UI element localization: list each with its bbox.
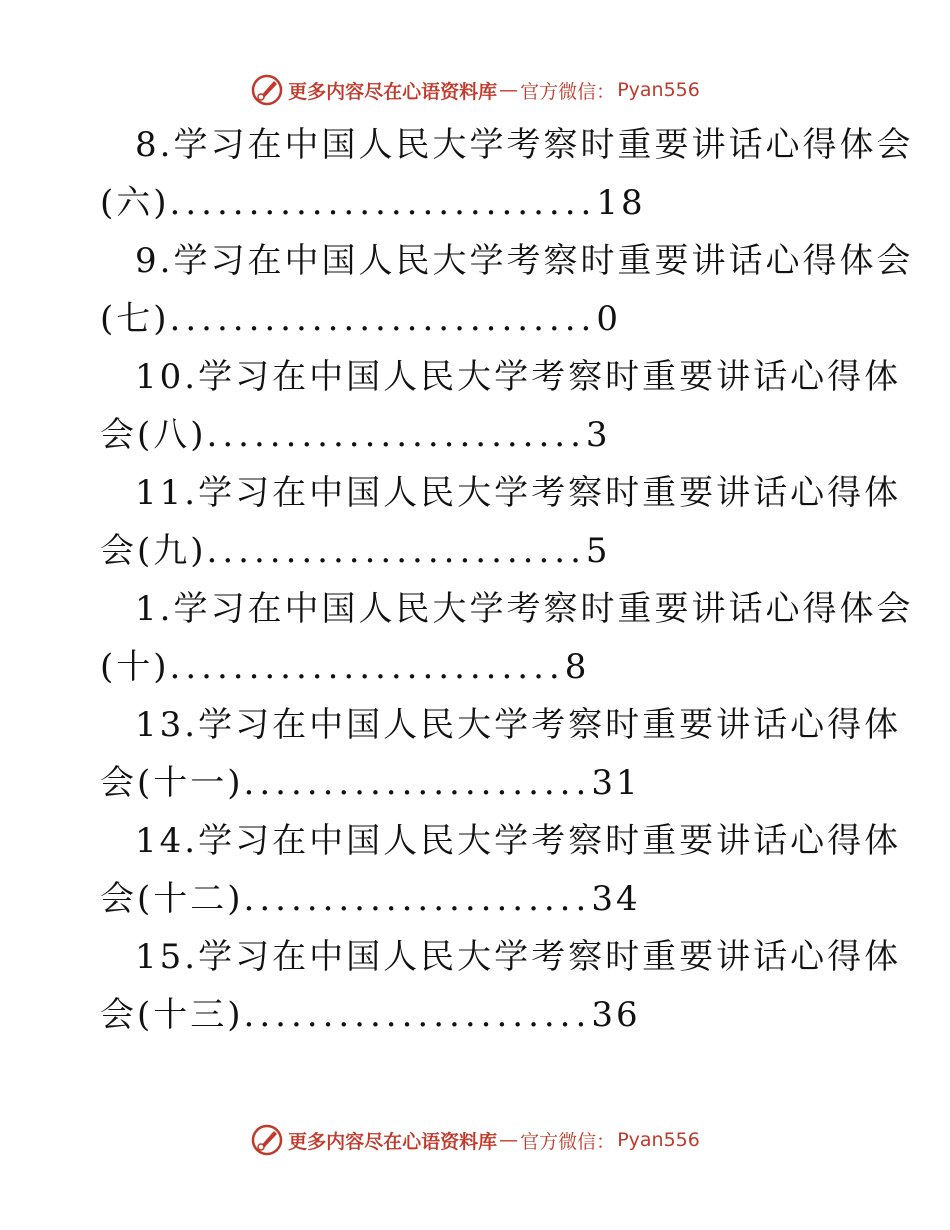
toc-entry[interactable] [0,464,950,580]
banner-account-text: Pyan556 [617,1129,700,1151]
toc-entry-leader-dots: ........................ [206,415,586,455]
table-of-contents [0,116,950,1044]
toc-entry-page-number: 36 [591,995,641,1035]
toc-entry-page-number: 5 [585,531,611,571]
toc-entry-title: 11.学习在中国人民大学考察时重要讲话心得体 [135,473,902,513]
toc-entry-leader-dots: ........................... [169,299,597,339]
toc-entry[interactable] [0,232,950,348]
banner-separator: — [499,79,519,101]
toc-entry-leader-dots: ......................... [169,647,565,687]
toc-entry-continuation: 会(十二) [100,879,244,919]
toc-entry-title: 10.学习在中国人民大学考察时重要讲话心得体 [135,357,902,397]
toc-entry-title: 9.学习在中国人民大学考察时重要讲话心得体会 [135,241,914,281]
toc-entry-continuation: 会(八) [100,415,207,455]
toc-entry-title: 15.学习在中国人民大学考察时重要讲话心得体 [135,937,902,977]
toc-entry-leader-dots: ...................... [243,995,592,1035]
toc-entry-page-number: 0 [596,299,621,339]
toc-entry-continuation: 会(十三) [100,995,244,1035]
toc-entry-title: 1.学习在中国人民大学考察时重要讲话心得体会 [135,589,914,629]
toc-entry-leader-dots: ........................ [206,531,586,571]
quill-seal-logo-icon [250,73,284,107]
toc-entry-leader-dots: ........................... [169,183,597,223]
toc-entry-continuation: 会(十一) [100,763,244,803]
banner-wechat-label: 官方微信： [520,1130,616,1153]
toc-entry-title: 13.学习在中国人民大学考察时重要讲话心得体 [135,705,902,745]
toc-entry-leader-dots: ...................... [243,879,592,919]
toc-entry-leader-dots: ...................... [243,763,592,803]
header-watermark-banner [0,70,950,110]
banner-brand-text: 更多内容尽在心语资料库 [288,80,498,103]
toc-entry-continuation: (十) [100,647,170,687]
toc-entry-continuation: (七) [100,299,170,339]
banner-separator: — [499,1129,519,1151]
footer-watermark-banner [0,1120,950,1160]
banner-wechat-label: 官方微信： [520,80,616,103]
toc-entry-page-number: 31 [591,763,641,803]
toc-entry[interactable] [0,116,950,232]
toc-entry[interactable] [0,928,950,1044]
banner-account-text: Pyan556 [617,79,700,101]
toc-entry-page-number: 3 [585,415,611,455]
toc-entry-page-number: 34 [591,879,641,919]
toc-entry-continuation: (六) [100,183,170,223]
toc-entry[interactable] [0,696,950,812]
toc-entry-page-number: 8 [564,647,590,687]
toc-entry[interactable] [0,348,950,464]
toc-entry-title: 8.学习在中国人民大学考察时重要讲话心得体会 [135,125,914,165]
toc-entry-continuation: 会(九) [100,531,207,571]
toc-entry-title: 14.学习在中国人民大学考察时重要讲话心得体 [135,821,902,861]
toc-entry[interactable] [0,812,950,928]
toc-entry-page-number: 18 [596,183,646,223]
banner-brand-text: 更多内容尽在心语资料库 [288,1130,498,1153]
quill-seal-logo-icon [250,1123,284,1157]
toc-entry[interactable] [0,580,950,696]
